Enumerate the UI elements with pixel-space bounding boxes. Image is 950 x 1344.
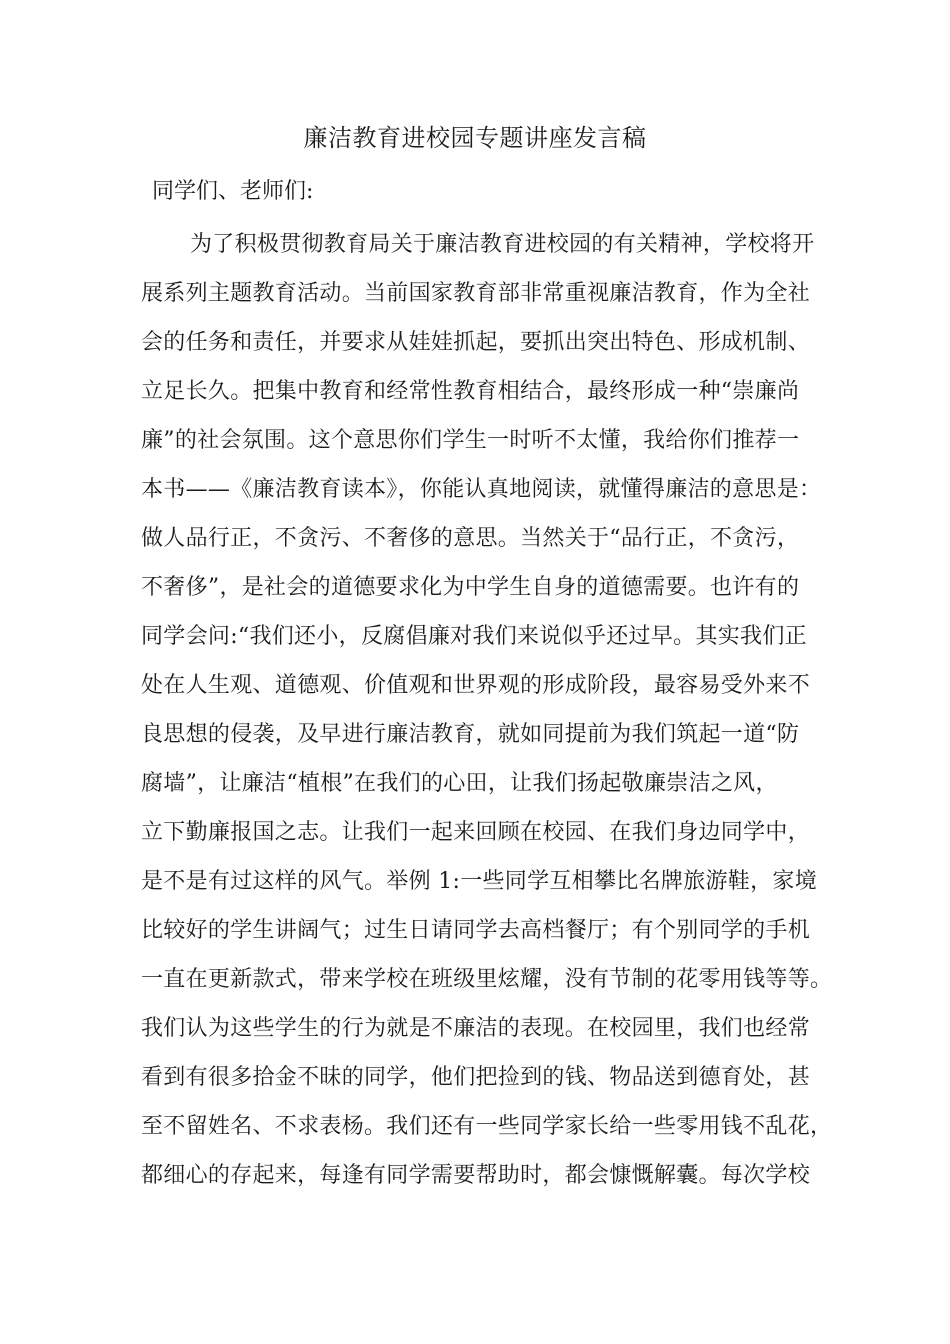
body-line: 比较好的学生讲阔气；过生日请同学去高档餐厅；有个别同学的手机 <box>141 918 811 943</box>
body-line: 至不留姓名、不求表杨。我们还有一些同学家长给一些零用钱不乱花， <box>141 1114 833 1139</box>
body-line: 做人品行正，不贪污、不奢侈的意思。当然关于“品行正，不贪污， <box>141 526 800 551</box>
body-line: 立足长久。把集中教育和经常性教育相结合，最终形成一种“崇廉尚 <box>141 379 800 404</box>
body-line: 一直在更新款式，带来学校在班级里炫耀，没有节制的花零用钱等等。 <box>141 967 833 992</box>
body-line: 展系列主题教育活动。当前国家教育部非常重视廉洁教育，作为全社 <box>141 281 811 306</box>
body-line: 处在人生观、道德观、价值观和世界观的形成阶段，最容易受外来不 <box>141 673 811 698</box>
body-line: 会的任务和责任，并要求从娃娃抓起，要抓出突出特色、形成机制、 <box>141 330 811 355</box>
salutation: 同学们、老师们: <box>152 179 314 204</box>
body-line: 不奢侈”，是社会的道德要求化为中学生自身的道德需要。也许有的 <box>141 575 800 600</box>
body-line: 立下勤廉报国之志。让我们一起来回顾在校园、在我们身边同学中， <box>141 820 811 845</box>
body-line: 良思想的侵袭，及早进行廉洁教育，就如同提前为我们筑起一道“防 <box>141 722 800 747</box>
body-line: 为了积极贯彻教育局关于廉洁教育进校园的有关精神，学校将开 <box>190 232 815 257</box>
body-line: 都细心的存起来，每逢有同学需要帮助时，都会慷慨解囊。每次学校 <box>141 1163 811 1188</box>
body-line: 腐墙”，让廉洁“植根”在我们的心田，让我们扬起敬廉崇洁之风， <box>141 771 778 796</box>
body-line: 本书——《廉洁教育读本》，你能认真地阅读，就懂得廉洁的意思是： <box>141 477 822 502</box>
body-line: 廉”的社会氛围。这个意思你们学生一时听不太懂，我给你们推荐一 <box>141 428 800 453</box>
body-line: 是不是有过这样的风气。举例 1:一些同学互相攀比名牌旅游鞋，家境 <box>141 869 818 894</box>
body-line: 同学会问:“我们还小，反腐倡廉对我们来说似乎还过早。其实我们正 <box>141 624 807 649</box>
body-line: 我们认为这些学生的行为就是不廉洁的表现。在校园里，我们也经常 <box>141 1016 811 1041</box>
document-title: 廉洁教育进校园专题讲座发言稿 <box>303 124 647 152</box>
body-line: 看到有很多拾金不昧的同学，他们把捡到的钱、物品送到德育处，甚 <box>141 1065 811 1090</box>
